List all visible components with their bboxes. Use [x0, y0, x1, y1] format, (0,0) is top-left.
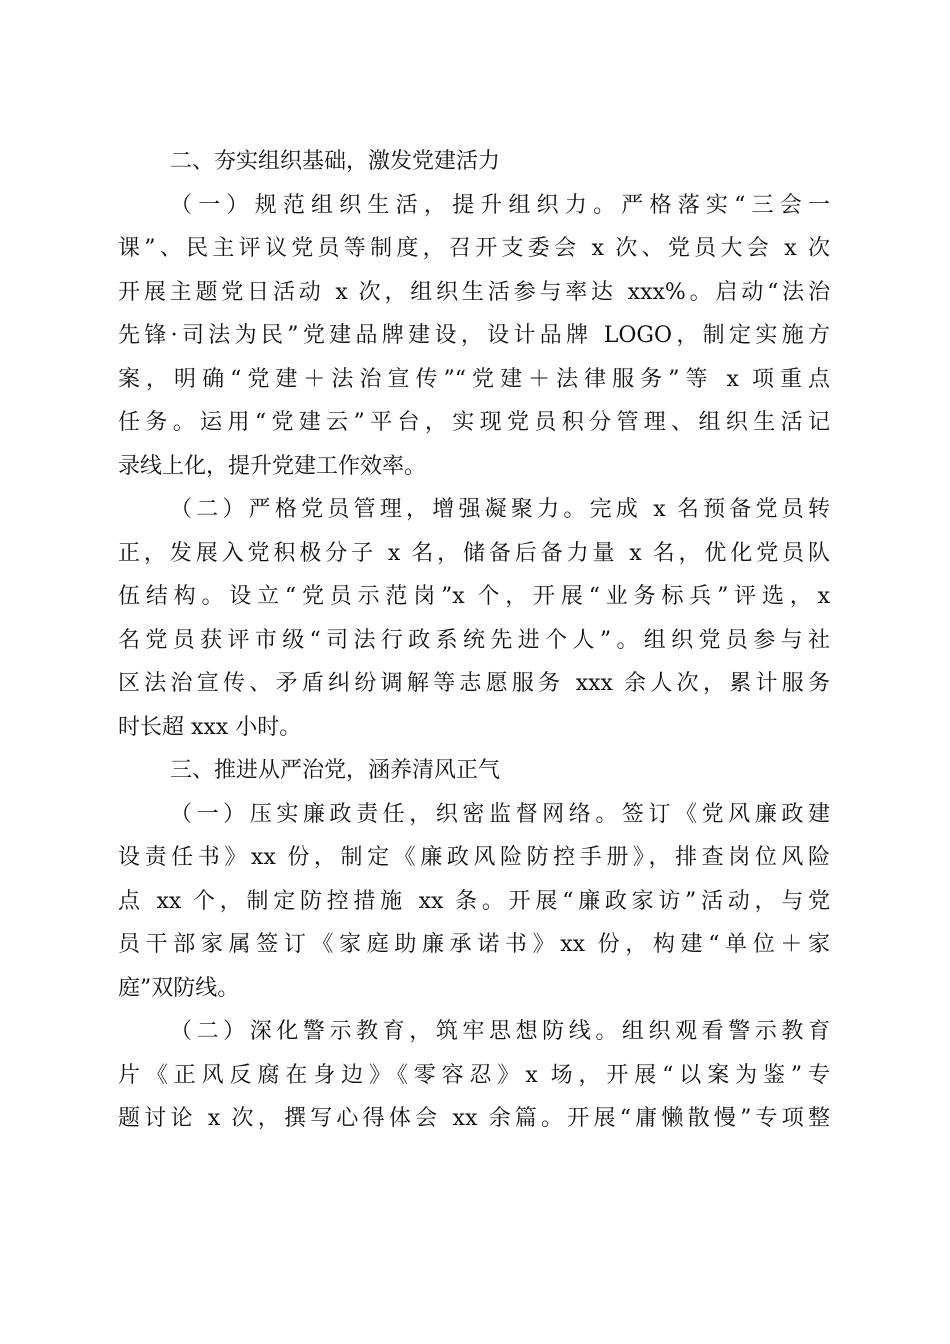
- section-heading-2: 二、夯实组织基础，激发党建活力: [170, 149, 501, 174]
- text-line: （二）深化警示教育，筑牢思想防线。组织观看警示教育: [170, 1019, 830, 1044]
- text-line: 正，发展入党积极分子 x 名，储备后备力量 x 名，优化党员队: [118, 540, 830, 566]
- text-line: 片《正风反腐在身边》《零容忍》x 场，开展“以案为鉴”专: [118, 1062, 830, 1088]
- text-line: 任务。运用“党建云”平台，实现党员积分管理、组织生活记: [118, 410, 830, 435]
- text-line: 伍结构。设立“党员示范岗”x 个，开展“业务标兵”评选，x: [118, 584, 830, 609]
- text-line: 名党员获评市级“司法行政系统先进个人”。组织党员参与社: [118, 627, 830, 653]
- text-line: 题讨论 x 次，撰写心得体会 xx 余篇。开展“庸懒散慢”专项整: [118, 1106, 830, 1131]
- text-line: （一）规范组织生活，提升组织力。严格落实“三会一: [170, 192, 830, 218]
- text-line: 录线上化，提升党建工作效率。: [118, 453, 427, 479]
- text-line: 设责任书》xx 份，制定《廉政风险防控手册》，排查岗位风险: [118, 845, 830, 870]
- paragraph-member-management: [118, 488, 830, 749]
- section-heading-3: 三、推进从严治党，涵养清风正气: [170, 758, 501, 783]
- document-body: [118, 140, 830, 1141]
- text-line: （二）严格党员管理，增强凝聚力。完成 x 名预备党员转: [170, 497, 830, 522]
- paragraph-organize-life: [118, 184, 830, 489]
- text-line: 点 xx 个，制定防控措施 xx 条。开展“廉政家访”活动，与党: [118, 888, 830, 914]
- text-line: 区法治宣传、矛盾纠纷调解等志愿服务 xxx 余人次，累计服务: [118, 671, 830, 696]
- text-line: 案，明确“党建＋法治宣传”“党建＋法律服务”等 x 项重点: [118, 366, 830, 392]
- text-line: 课”、民主评议党员等制度，召开支委会 x 次、党员大会 x 次: [118, 236, 830, 261]
- text-line: 员干部家属签订《家庭助廉承诺书》xx 份，构建“单位＋家: [118, 932, 830, 957]
- text-line: （一）压实廉政责任，织密监督网络。签订《党风廉政建: [170, 801, 830, 827]
- paragraph-warning-education: [118, 1010, 830, 1141]
- text-line: 开展主题党日活动 x 次，组织生活参与率达 xxx%。启动“法治: [118, 279, 830, 305]
- text-line: 先锋·司法为民”党建品牌建设，设计品牌 LOGO，制定实施方: [118, 323, 830, 348]
- text-line: 时长超 xxx 小时。: [118, 714, 302, 740]
- text-line: 庭”双防线。: [118, 975, 240, 1001]
- paragraph-integrity-responsibility: [118, 793, 830, 1011]
